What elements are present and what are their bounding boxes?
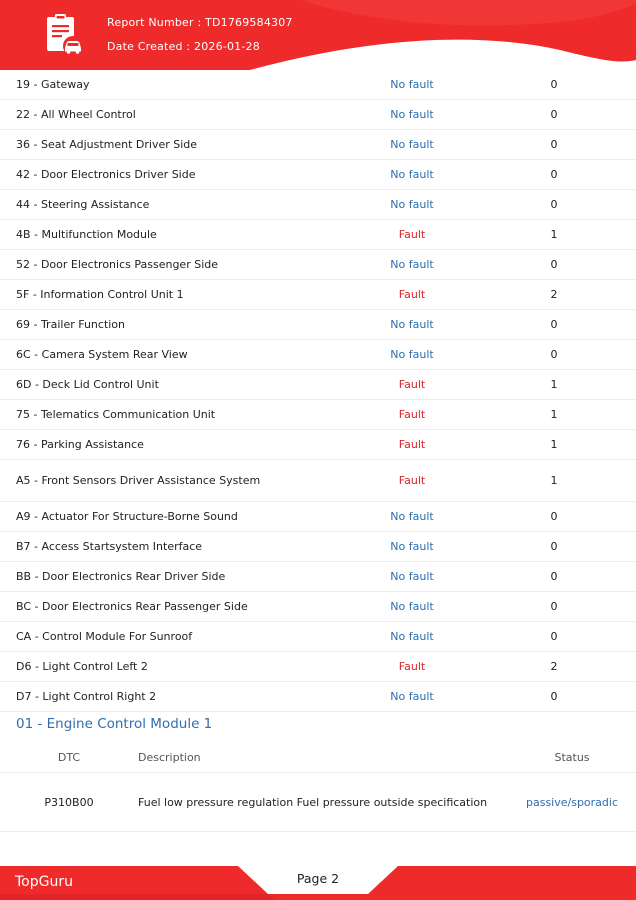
module-name: D6 - Light Control Left 2 (16, 660, 148, 673)
module-status: No fault (390, 108, 434, 121)
table-row (0, 220, 636, 250)
module-status: No fault (390, 600, 434, 613)
fault-count: 0 (550, 168, 558, 181)
module-name: 75 - Telematics Communication Unit (16, 408, 216, 421)
column-header-status: Status (554, 751, 590, 764)
module-name: CA - Control Module For Sunroof (16, 630, 193, 643)
dtc-code: P310B00 (44, 795, 94, 809)
module-status: No fault (390, 168, 434, 181)
table-row (0, 562, 636, 592)
fault-count: 0 (550, 630, 558, 643)
module-name: 36 - Seat Adjustment Driver Side (16, 138, 198, 151)
module-name: A5 - Front Sensors Driver Assistance System (16, 474, 261, 487)
fault-count: 1 (550, 408, 558, 421)
fault-count: 0 (550, 138, 558, 151)
report-header (0, 0, 636, 70)
module-name: 6D - Deck Lid Control Unit (16, 378, 159, 391)
module-status-table (0, 70, 636, 712)
table-row (0, 400, 636, 430)
page-footer (0, 866, 636, 900)
module-status: No fault (390, 198, 434, 211)
module-name: 4B - Multifunction Module (16, 228, 157, 241)
module-name: 76 - Parking Assistance (16, 438, 144, 451)
table-row (0, 310, 636, 340)
dtc-description: Fuel low pressure regulation Fuel pressure outside specification (138, 795, 488, 809)
module-status: No fault (390, 78, 434, 91)
module-name: BB - Door Electronics Rear Driver Side (16, 570, 226, 583)
dtc-status: passive/sporadic (525, 795, 619, 809)
module-name: 22 - All Wheel Control (16, 108, 136, 121)
module-name: 69 - Trailer Function (16, 318, 126, 331)
fault-count: 0 (550, 690, 558, 703)
table-row (0, 592, 636, 622)
table-row (0, 682, 636, 712)
brand-name: TopGuru (15, 874, 73, 890)
module-name: 42 - Door Electronics Driver Side (16, 168, 196, 181)
fault-count: 1 (550, 378, 558, 391)
module-name: 5F - Information Control Unit 1 (16, 288, 184, 301)
module-name: 44 - Steering Assistance (16, 198, 150, 211)
module-status: No fault (390, 570, 434, 583)
fault-count: 0 (550, 510, 558, 523)
module-status: No fault (390, 630, 434, 643)
module-status: Fault (398, 408, 426, 421)
module-status: No fault (390, 510, 434, 523)
fault-count: 0 (550, 78, 558, 91)
table-row (0, 430, 636, 460)
module-status: Fault (398, 438, 426, 451)
fault-count: 0 (550, 108, 558, 121)
table-row (0, 70, 636, 100)
table-row (0, 100, 636, 130)
module-name: 19 - Gateway (16, 78, 90, 91)
fault-count: 0 (550, 318, 558, 331)
module-name: A9 - Actuator For Structure-Borne Sound (16, 510, 238, 523)
table-row (0, 502, 636, 532)
fault-count: 1 (550, 474, 558, 487)
column-header-description: Description (138, 751, 201, 764)
module-status: No fault (390, 690, 434, 703)
fault-count: 0 (550, 198, 558, 211)
table-row (0, 190, 636, 220)
module-name: B7 - Access Startsystem Interface (16, 540, 203, 553)
table-row (0, 652, 636, 682)
table-row (0, 532, 636, 562)
module-name: BC - Door Electronics Rear Passenger Side (16, 600, 248, 613)
module-name: D7 - Light Control Right 2 (16, 690, 157, 703)
fault-count: 1 (550, 438, 558, 451)
header-background (0, 0, 636, 70)
section-title: 01 - Engine Control Module 1 (16, 716, 213, 732)
module-status: No fault (390, 318, 434, 331)
dtc-row (0, 773, 636, 832)
module-status: Fault (398, 660, 426, 673)
module-name: 6C - Camera System Rear View (16, 348, 188, 361)
module-name: 52 - Door Electronics Passenger Side (16, 258, 218, 271)
table-row (0, 280, 636, 310)
table-row (0, 370, 636, 400)
fault-count: 0 (550, 348, 558, 361)
fault-count: 0 (550, 570, 558, 583)
fault-count: 1 (550, 228, 558, 241)
module-status: No fault (390, 258, 434, 271)
table-row (0, 622, 636, 652)
fault-count: 0 (550, 600, 558, 613)
fault-count: 0 (550, 258, 558, 271)
module-status: No fault (390, 540, 434, 553)
module-status: Fault (398, 474, 426, 487)
module-status: Fault (398, 378, 426, 391)
report-car-icon (44, 14, 84, 56)
page-number: Page 2 (296, 871, 340, 886)
fault-count: 0 (550, 540, 558, 553)
date-created: Date Created : 2026-01-28 (107, 40, 260, 53)
table-row (0, 460, 636, 502)
fault-count: 2 (550, 660, 558, 673)
column-header-dtc: DTC (57, 751, 81, 764)
table-row (0, 250, 636, 280)
module-status: Fault (398, 288, 426, 301)
table-row (0, 130, 636, 160)
module-status: Fault (398, 228, 426, 241)
module-status: No fault (390, 348, 434, 361)
report-number: Report Number : TD1769584307 (107, 16, 293, 29)
dtc-table-header (0, 743, 636, 773)
module-status: No fault (390, 138, 434, 151)
table-row (0, 160, 636, 190)
fault-count: 2 (550, 288, 558, 301)
table-row (0, 340, 636, 370)
